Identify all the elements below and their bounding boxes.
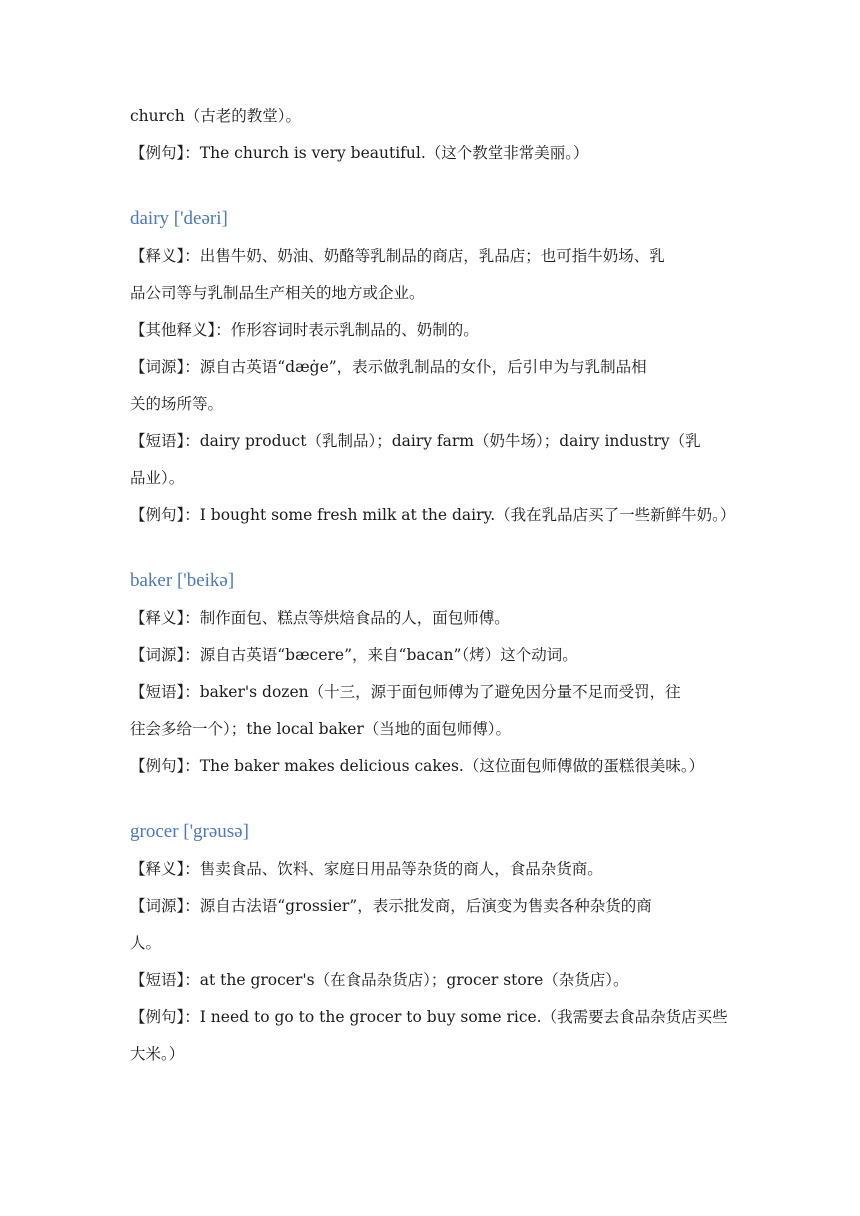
intro-example: 【例句】：The church is very beautiful.（这个教堂非常美丽。） (130, 144, 589, 162)
entry-line: 【短语】：at the grocer's（在食品杂货店）；grocer store（杂货店）。 (130, 971, 629, 989)
entry-line: 人。 (130, 934, 162, 952)
intro-section (130, 98, 740, 172)
entry-line: 【例句】：I need to go to the grocer to buy some rice.（我需要去食品杂货店买些 (130, 1008, 728, 1026)
entry-line: 关的场所等。 (130, 395, 224, 413)
entry-line: 【短语】：baker's dozen（十三，源于面包师傅为了避免因分量不足而受罚，往 (130, 683, 681, 701)
entry-baker (130, 562, 740, 785)
entry-line: 品公司等与乳制品生产相关的地方或企业。 (130, 284, 425, 302)
entry-line: 【词源】：源自古法语“grossier”，表示批发商，后演变为售卖各种杂货的商 (130, 897, 652, 915)
headword-baker: baker ['beikə] (130, 570, 235, 591)
intro-line: church（古老的教堂）。 (130, 107, 301, 125)
entry-line: 【词源】：源自古英语“dæġe”，表示做乳制品的女仆，后引申为与乳制品相 (130, 358, 647, 376)
entry-line: 【释义】：出售牛奶、奶油、奶酪等乳制品的商店，乳品店；也可指牛奶场、乳 (130, 247, 665, 265)
entry-line: 【其他释义】：作形容词时表示乳制品的、奶制的。 (130, 321, 479, 339)
entry-line: 往会多给一个）；the local baker（当地的面包师傅）。 (130, 720, 512, 738)
entry-line: 【例句】：The baker makes delicious cakes.（这位面包师傅做的蛋糕很美味。） (130, 757, 705, 775)
entry-grocer (130, 813, 740, 1073)
entry-dairy (130, 200, 740, 534)
entry-line: 【释义】：售卖食品、饮料、家庭日用品等杂货的商人，食品杂货商。 (130, 860, 603, 878)
entry-line: 【释义】：制作面包、糕点等烘焙食品的人，面包师傅。 (130, 609, 510, 627)
entry-line: 大米。） (130, 1045, 185, 1063)
headword-grocer: grocer ['grəusə] (130, 821, 249, 842)
entry-line: 品业）。 (130, 469, 185, 487)
document-page (130, 98, 740, 1073)
headword-dairy: dairy ['deəri] (130, 208, 228, 229)
entry-line: 【例句】：I bought some fresh milk at the dairy.（我在乳品店买了一些新鲜牛奶。） (130, 506, 736, 524)
entry-line: 【词源】：源自古英语“bæcere”，来自“bacan”（烤）这个动词。 (130, 646, 578, 664)
entry-line: 【短语】：dairy product（乳制品）；dairy farm（奶牛场）；dairy industry（乳 (130, 432, 701, 450)
